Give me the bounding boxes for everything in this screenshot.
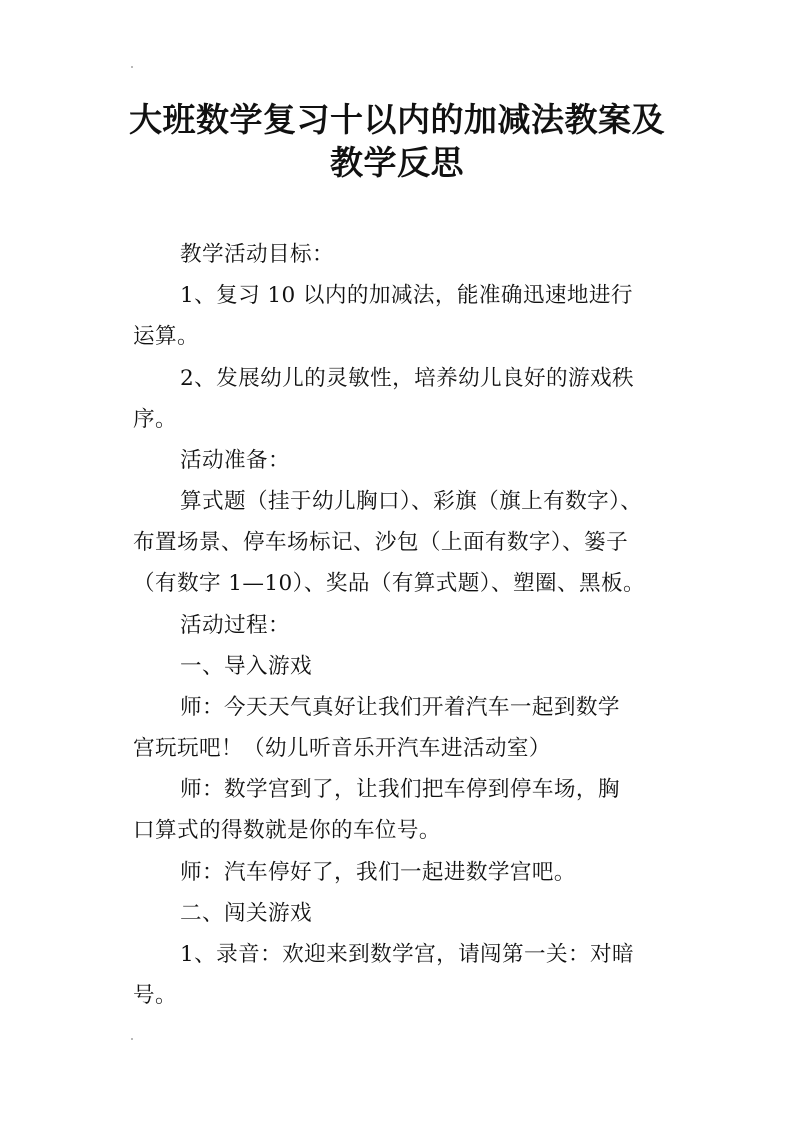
body-line: 算式题（挂于幼儿胸口）、彩旗（旗上有数字）、: [180, 489, 643, 514]
subsection-heading: 一、导入游戏: [180, 654, 312, 679]
section-heading-objectives: 教学活动目标：: [180, 242, 334, 267]
body-line: 号。: [133, 983, 177, 1008]
body-line: 运算。: [133, 324, 199, 349]
section-heading-process: 活动过程：: [180, 613, 290, 638]
body-line: 师：今天天气真好让我们开着汽车一起到数学: [180, 695, 620, 720]
body-line: 师：汽车停好了，我们一起进数学宫吧。: [180, 860, 576, 885]
body-line: （有数字 1—10）、奖品（有算式题）、塑圈、黑板。: [133, 571, 645, 596]
document-title-line-2: 教学反思: [330, 143, 464, 182]
body-line: 师：数学宫到了，让我们把车停到停车场，胸: [180, 777, 620, 802]
section-heading-preparation: 活动准备：: [180, 448, 290, 473]
body-line: 1、录音：欢迎来到数学宫，请闯第一关：对暗: [180, 942, 635, 967]
body-line: 序。: [133, 407, 177, 432]
body-line: 1、复习 10 以内的加减法，能准确迅速地进行: [180, 283, 633, 308]
subsection-heading: 二、闯关游戏: [180, 901, 312, 926]
body-line: 宫玩玩吧！（幼儿听音乐开汽车进活动室）: [133, 736, 551, 761]
body-line: 2、发展幼儿的灵敏性，培养幼儿良好的游戏秩: [180, 366, 635, 391]
body-line: 口算式的得数就是你的车位号。: [133, 818, 441, 843]
scan-mark: [131, 66, 133, 68]
body-line: 布置场景、停车场标记、沙包（上面有数字）、篓子: [133, 530, 629, 555]
document-title-line-1: 大班数学复习十以内的加减法教案及: [129, 100, 665, 139]
scan-mark: [131, 1038, 133, 1040]
